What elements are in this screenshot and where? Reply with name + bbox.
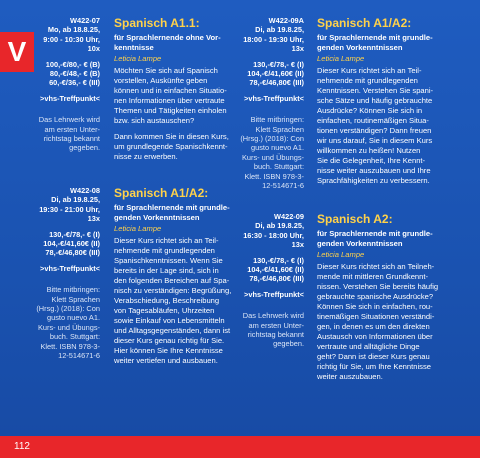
teacher-name: Leticia Lampe (317, 54, 365, 64)
entry-4-text (317, 212, 469, 388)
entry-4-meta (236, 212, 304, 349)
teacher-name: Leticia Lampe (114, 224, 162, 234)
entry-1-meta (36, 16, 100, 153)
location-link[interactable]: >vhs-Treffpunkt< (244, 93, 304, 103)
entry-2-meta (236, 16, 304, 191)
price-list: 130,-€/78,- € (I) 104,-€/41,60€ (II) 78,-€/46,80€ (III) (247, 59, 304, 88)
price-list: 130,-€/78,- € (I) 104,-€/41,60€ (II) 78,-€/46,80€ (III) (43, 229, 100, 258)
course-description: Dieser Kurs richtet sich an Teil- nehmende mit grundlegenden Spanischkenntnissen. Wenn Sie bereits in der Lage sind, sich in den folgenden Bereichen auf Spa- nisch zu verständigen: Begrüßung, Verabschiedung, Beschreibung von Tagesabläufen, Uhrzeiten sowie Einkauf von Lebensmitteln und Alltagsgegenständen, dann ist dieser Kurs genau richtig für Sie. Hier können Sie Ihre Kenntnisse weiter vertiefen und ausbauen. (114, 236, 232, 366)
course-code: W422-08 (70, 186, 100, 195)
location-link[interactable]: >vhs-Treffpunkt< (244, 289, 304, 299)
entry-2-text (317, 16, 469, 192)
course-title: Spanisch A1.1: (114, 16, 200, 30)
price-list: 100,-€/80,- € (B) 80,-€/48,- € (B) 60,-€/36,- € (III) (45, 59, 100, 88)
entry-3-meta (36, 186, 100, 361)
course-code: W422-09A (268, 16, 304, 25)
course-description: Möchten Sie sich auf Spanisch vorstellen, Auskünfte geben können und in einfachen Situatio- nen Informationen über vertraute Themen und Tätigkeiten einholen bzw. sich austauschen? Dann kommen Sie in diesen Kurs, um grundlegende Spanischkennt- nisse zu erwerben. (114, 66, 229, 162)
course-description: Dieser Kurs richtet sich an Teil- nehmende mit grundlegenden Kenntnissen. Verstehen Sie spani- sche Sätze und häufig gebrauchte Ausdrücke? Können Sie sich in einfachen, routinemäßigen Situa- tionen verständigen? Dann freuen wir uns darauf, Sie in diesem Kurs willkommen zu heißen! Nutzen Sie die Gelegenheit, Ihre Kennt- nisse weiter auszubauen und Ihre Sprachfähigkeiten zu verbessern. (317, 66, 434, 186)
schedule: Mo, ab 18.8.25, 9:00 - 10:30 Uhr, 10x (43, 25, 100, 54)
location-link[interactable]: >vhs-Treffpunkt< (40, 263, 100, 273)
course-code: W422-09 (274, 212, 304, 221)
location-link[interactable]: >vhs-Treffpunkt< (40, 93, 100, 103)
material-note: Das Lehrwerk wird am ersten Unter- richtstag bekannt gegeben. (38, 115, 100, 153)
schedule: Di, ab 19.8.25, 16:30 - 18:00 Uhr, 13x (243, 221, 304, 250)
course-title: Spanisch A1/A2: (114, 186, 209, 200)
course-title: Spanisch A2: (317, 212, 393, 226)
course-description: Dieser Kurs richtet sich an Teilneh- mende mit mittleren Grundkennt- nissen. Verstehen Sie bereits häufig gebrauchte spanische Ausdrücke? Können Sie sich in einfachen, rou- tinemäßigen Situationen verständi- gen, in denen es um den direkten Austausch von Informationen über vertraute und alltägliche Dinge geht? Dann ist dieser Kurs genau richtig für Sie, um Ihre Kenntnisse weiter auszubauen. (317, 262, 439, 382)
course-code: W422-07 (70, 16, 100, 25)
course-subtitle: für Sprachlernende mit grundle- genden Vorkenntnissen (317, 33, 433, 52)
material-note: Das Lehrwerk wird am ersten Unter- richtstag bekannt gegeben. (242, 311, 304, 349)
course-title: Spanisch A1/A2: (317, 16, 412, 30)
section-tab (0, 32, 34, 72)
teacher-name: Leticia Lampe (317, 250, 365, 260)
material-note: Bitte mitbringen: Klett Sprachen (Hrsg.) (2018): Con gusto nuevo A1. Kurs- und Übungs- buch. Stuttgart: Klett. ISBN 978-3- 12-514671-6 (36, 285, 100, 361)
schedule: Di, ab 19.8.25, 19:30 - 21:00 Uhr, 13x (39, 195, 100, 224)
page-number: 112 (14, 441, 30, 452)
course-subtitle: für Sprachlernende mit grundle- genden Vorkenntnissen (317, 229, 433, 248)
price-list: 130,-€/78,- € (I) 104,-€/41,60€ (II) 78,-€/46,80€ (III) (247, 255, 304, 284)
course-subtitle: für Sprachlernende ohne Vor- kenntnisse (114, 33, 221, 52)
schedule: Di, ab 19.8.25, 18:00 - 19:30 Uhr, 13x (243, 25, 304, 54)
section-tab-label: V (7, 36, 27, 67)
course-subtitle: für Sprachlernende mit grundle- genden Vorkenntnissen (114, 203, 230, 222)
footer-bar (0, 436, 480, 458)
teacher-name: Leticia Lampe (114, 54, 162, 64)
material-note: Bitte mitbringen: Klett Sprachen (Hrsg.) (2018): Con gusto nuevo A1. Kurs- und Übungs- buch. Stuttgart: Klett. ISBN 978-3- 12-514671-6 (240, 115, 304, 191)
